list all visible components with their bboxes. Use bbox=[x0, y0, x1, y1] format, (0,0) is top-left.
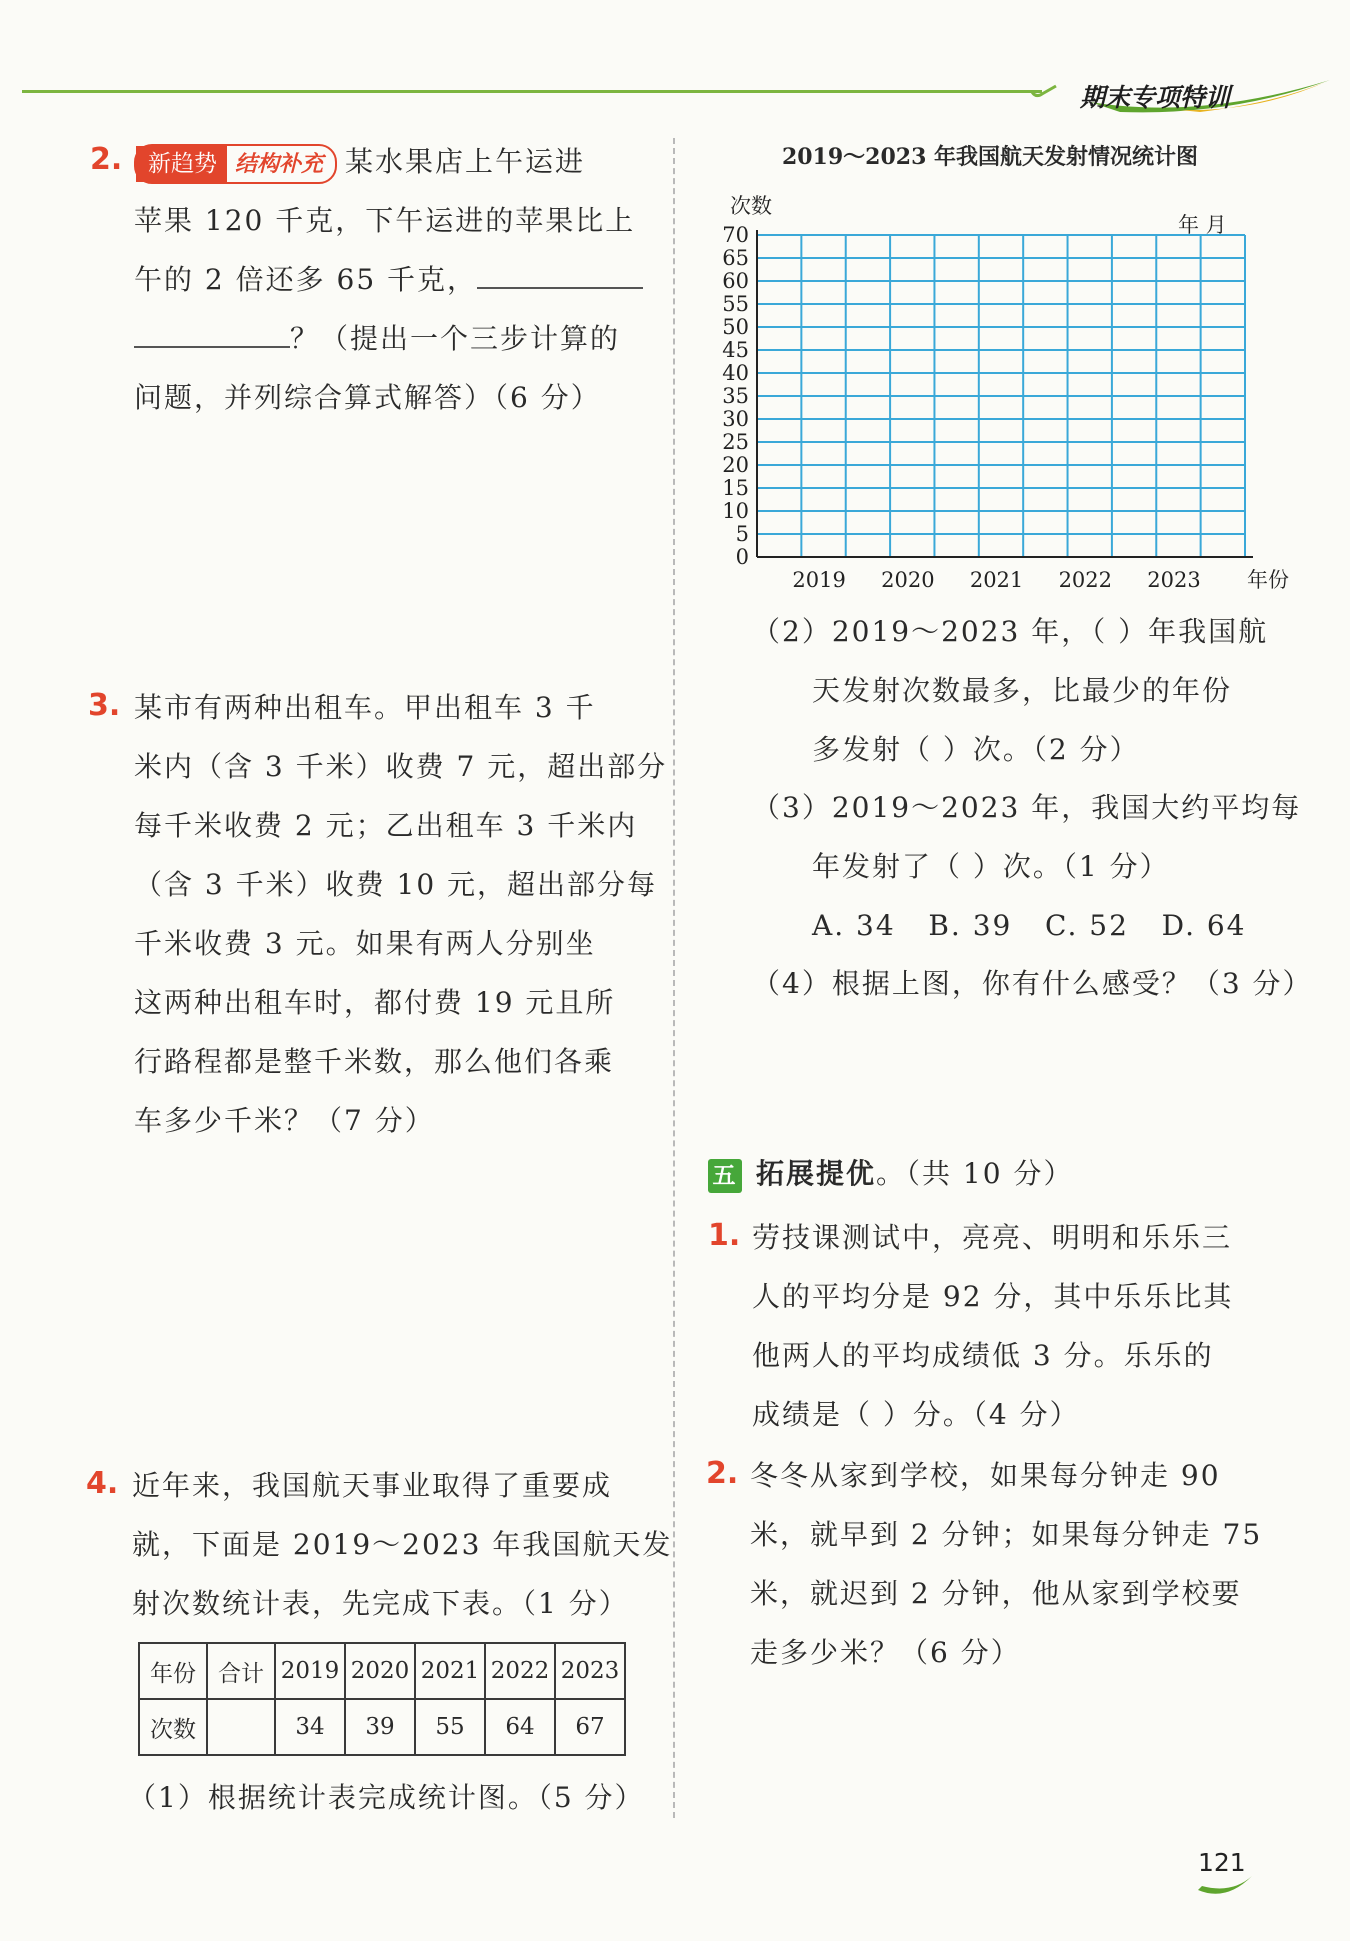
y-tick-label: 60 bbox=[722, 269, 749, 293]
table-cell: 合计 bbox=[207, 1643, 275, 1699]
sub3-choices: A. 34 B. 39 C. 52 D. 64 bbox=[812, 909, 1247, 942]
sub-question-4 bbox=[752, 954, 1313, 1013]
question-3-number: 3. bbox=[88, 688, 121, 723]
section-5-heading bbox=[708, 1144, 1073, 1203]
y-tick-label: 45 bbox=[722, 338, 749, 362]
q4-sub1 bbox=[128, 1768, 645, 1827]
answer-blank bbox=[477, 257, 643, 289]
sub4-text: （4）根据上图，你有什么感受？（3 分） bbox=[752, 967, 1313, 1000]
chart-title: 2019～2023 年我国航天发射情况统计图 bbox=[781, 144, 1199, 170]
sub-question-2 bbox=[752, 602, 1268, 779]
q4-sub1-text: （1）根据统计表完成统计图。（5 分） bbox=[128, 1781, 645, 1814]
table-cell: 67 bbox=[555, 1699, 625, 1755]
header-title: 期末专项特训 bbox=[1080, 83, 1231, 112]
y-tick-label: 65 bbox=[722, 246, 749, 270]
s1-line: 他两人的平均成绩低 3 分。乐乐的 bbox=[752, 1339, 1214, 1372]
section-title: 拓展提优 bbox=[756, 1157, 877, 1190]
q2-line2: 苹果 120 千克，下午运进的苹果比上 bbox=[134, 204, 636, 237]
extension-1-number: 1. bbox=[708, 1218, 741, 1253]
extension-2-number: 2. bbox=[706, 1456, 739, 1491]
table-cell: 2022 bbox=[485, 1643, 555, 1699]
table-cell: 55 bbox=[415, 1699, 485, 1755]
x-tick-label: 2023 bbox=[1147, 568, 1201, 592]
sub2-line: 多发射（ ）次。（2 分） bbox=[812, 733, 1140, 766]
q4-line: 近年来，我国航天事业取得了重要成 bbox=[132, 1469, 613, 1502]
q2-line5: 问题，并列综合算式解答）（6 分） bbox=[134, 381, 601, 414]
q2-line3: 午的 2 倍还多 65 千克， bbox=[134, 263, 478, 296]
q3-line: 米内（含 3 千米）收费 7 元，超出部分 bbox=[134, 750, 668, 783]
column-divider bbox=[673, 138, 675, 1818]
y-axis-label: 次数 bbox=[730, 194, 772, 218]
table-cell: 2020 bbox=[345, 1643, 415, 1699]
q4-line: 射次数统计表，先完成下表。（1 分） bbox=[132, 1587, 629, 1620]
y-tick-label: 35 bbox=[722, 384, 749, 408]
structure-tag-label: 结构补充 bbox=[235, 151, 324, 177]
x-axis-label: 年份 bbox=[1247, 568, 1289, 592]
page-swoosh-icon bbox=[1196, 1872, 1256, 1902]
question-3-text bbox=[134, 678, 667, 1150]
answer-blank bbox=[134, 316, 290, 348]
table-cell: 39 bbox=[345, 1699, 415, 1755]
x-tick-label: 2021 bbox=[969, 568, 1024, 592]
q2-line4: ？（提出一个三步计算的 bbox=[290, 322, 621, 355]
table-cell: 64 bbox=[485, 1699, 555, 1755]
q2-line1: 某水果店上午运进 bbox=[345, 145, 586, 178]
question-4-number: 4. bbox=[86, 1466, 119, 1501]
s2-line: 走多少米？（6 分） bbox=[750, 1636, 1021, 1669]
launch-chart bbox=[700, 180, 1289, 600]
sub-question-3 bbox=[752, 778, 1301, 955]
y-tick-label: 70 bbox=[722, 223, 749, 247]
y-tick-label: 40 bbox=[722, 361, 749, 385]
q3-line: 每千米收费 2 元；乙出租车 3 千米内 bbox=[134, 809, 638, 842]
sub3-line: （3）2019～2023 年，我国大约平均每 bbox=[752, 791, 1302, 824]
table-cell-blank[interactable] bbox=[207, 1699, 275, 1755]
q3-line: 某市有两种出租车。甲出租车 3 千 bbox=[134, 691, 596, 724]
y-tick-label: 25 bbox=[722, 430, 749, 454]
section-badge: 五 bbox=[708, 1159, 742, 1193]
s2-line: 米，就迟到 2 分钟，他从家到学校要 bbox=[750, 1577, 1242, 1610]
page-number: 121 bbox=[1198, 1848, 1246, 1877]
sub3-line: 年发射了（ ）次。（1 分） bbox=[812, 850, 1170, 883]
question-2-number: 2. bbox=[90, 142, 123, 177]
s1-line: 成绩是（ ）分。（4 分） bbox=[752, 1398, 1080, 1431]
question-2-text bbox=[134, 132, 643, 427]
x-tick-label: 2019 bbox=[792, 568, 846, 592]
y-tick-label: 0 bbox=[735, 545, 749, 569]
table-cell: 2023 bbox=[555, 1643, 625, 1699]
q4-line: 就，下面是 2019～2023 年我国航天发 bbox=[132, 1528, 673, 1561]
table-cell: 2021 bbox=[415, 1643, 485, 1699]
table-row bbox=[139, 1699, 625, 1755]
s2-line: 米，就早到 2 分钟；如果每分钟走 75 bbox=[750, 1518, 1263, 1551]
question-4-text bbox=[132, 1456, 672, 1633]
extension-1-text bbox=[752, 1208, 1233, 1444]
s2-line: 冬冬从家到学校，如果每分钟走 90 bbox=[750, 1459, 1221, 1492]
s1-line: 人的平均分是 92 分，其中乐乐比其 bbox=[752, 1280, 1234, 1313]
s1-line: 劳技课测试中，亮亮、明明和乐乐三 bbox=[752, 1221, 1233, 1254]
y-tick-label: 50 bbox=[722, 315, 749, 339]
table-cell: 34 bbox=[275, 1699, 345, 1755]
table-cell: 年份 bbox=[139, 1643, 207, 1699]
x-tick-label: 2020 bbox=[881, 568, 935, 592]
q3-line: 行路程都是整千米数，那么他们各乘 bbox=[134, 1045, 615, 1078]
q3-line: （含 3 千米）收费 10 元，超出部分每 bbox=[134, 868, 658, 901]
date-label: 年 月 bbox=[1178, 213, 1227, 237]
trend-tag-label: 新趋势 bbox=[136, 146, 227, 182]
section-tail: 。（共 10 分） bbox=[876, 1157, 1074, 1190]
extension-2-text bbox=[750, 1446, 1262, 1682]
y-tick-label: 10 bbox=[722, 499, 749, 523]
trend-tag bbox=[134, 144, 337, 184]
x-tick-label: 2022 bbox=[1058, 568, 1113, 592]
sub2-line: （2）2019～2023 年，（ ）年我国航 bbox=[752, 615, 1269, 648]
q3-line: 车多少千米？（7 分） bbox=[134, 1104, 435, 1137]
sub2-line: 天发射次数最多，比最少的年份 bbox=[812, 674, 1233, 707]
launch-count-table bbox=[138, 1642, 626, 1756]
table-row bbox=[139, 1643, 625, 1699]
q3-line: 千米收费 3 元。如果有两人分别坐 bbox=[134, 927, 596, 960]
header-rule bbox=[22, 90, 1042, 93]
y-tick-label: 30 bbox=[722, 407, 749, 431]
q3-line: 这两种出租车时，都付费 19 元且所 bbox=[134, 986, 616, 1019]
y-tick-label: 15 bbox=[722, 476, 749, 500]
y-tick-label: 55 bbox=[722, 292, 749, 316]
y-tick-label: 20 bbox=[722, 453, 749, 477]
table-cell: 2019 bbox=[275, 1643, 345, 1699]
y-tick-label: 5 bbox=[735, 522, 749, 546]
table-cell: 次数 bbox=[139, 1699, 207, 1755]
